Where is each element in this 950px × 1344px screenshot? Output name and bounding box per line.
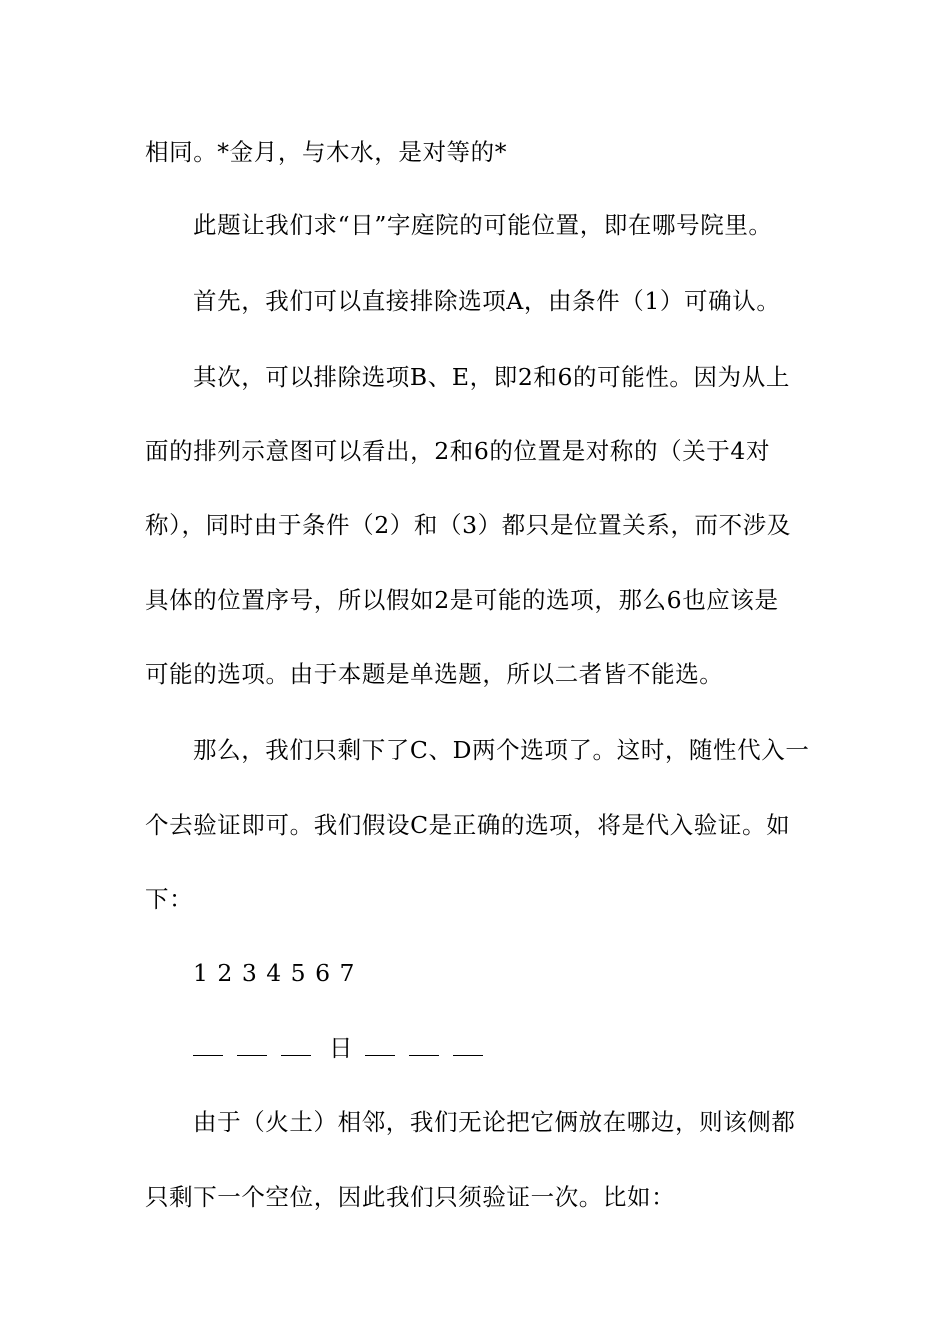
paragraph-fourth-step-line-1: 由于（火土）相邻，我们无论把它俩放在哪边，则该侧都 bbox=[193, 1108, 796, 1136]
paragraph-third-step-line-3: 下： bbox=[145, 885, 194, 913]
position-numbers: 1 2 3 4 5 6 7 bbox=[193, 959, 356, 987]
paragraph-second-step-line-2: 面的排列示意图可以看出，2和6的位置是对称的（关于4对 bbox=[145, 437, 771, 465]
paragraph-third-step-line-1: 那么，我们只剩下了C、D两个选项了。这时，随性代入一 bbox=[193, 736, 810, 764]
paragraph-first-step: 首先，我们可以直接排除选项A，由条件（1）可确认。 bbox=[193, 287, 781, 315]
ri-position-label: 日 bbox=[329, 1034, 354, 1062]
paragraph-fourth-step-line-2: 只剩下一个空位，因此我们只须验证一次。比如： bbox=[145, 1183, 676, 1211]
paragraph-second-step-line-4: 具体的位置序号，所以假如2是可能的选项，那么6也应该是 bbox=[145, 586, 779, 614]
paragraph-question: 此题让我们求“日”字庭院的可能位置，即在哪号院里。 bbox=[193, 211, 773, 239]
paragraph-third-step-line-2: 个去验证即可。我们假设C是正确的选项，将是代入验证。如 bbox=[145, 811, 791, 839]
paragraph-continuation: 相同。*金月，与木水，是对等的* bbox=[145, 138, 508, 166]
blank-slot bbox=[193, 1045, 223, 1056]
blank-slot bbox=[453, 1045, 483, 1056]
paragraph-second-step-line-3: 称），同时由于条件（2）和（3）都只是位置关系，而不涉及 bbox=[145, 511, 791, 539]
blank-slot bbox=[237, 1045, 267, 1056]
paragraph-second-step-line-1: 其次，可以排除选项B、E，即2和6的可能性。因为从上 bbox=[193, 363, 790, 391]
blank-slot bbox=[365, 1045, 395, 1056]
position-diagram bbox=[193, 1033, 497, 1063]
blank-slot bbox=[409, 1045, 439, 1056]
blank-slot bbox=[281, 1045, 311, 1056]
paragraph-second-step-line-5: 可能的选项。由于本题是单选题，所以二者皆不能选。 bbox=[145, 660, 724, 688]
